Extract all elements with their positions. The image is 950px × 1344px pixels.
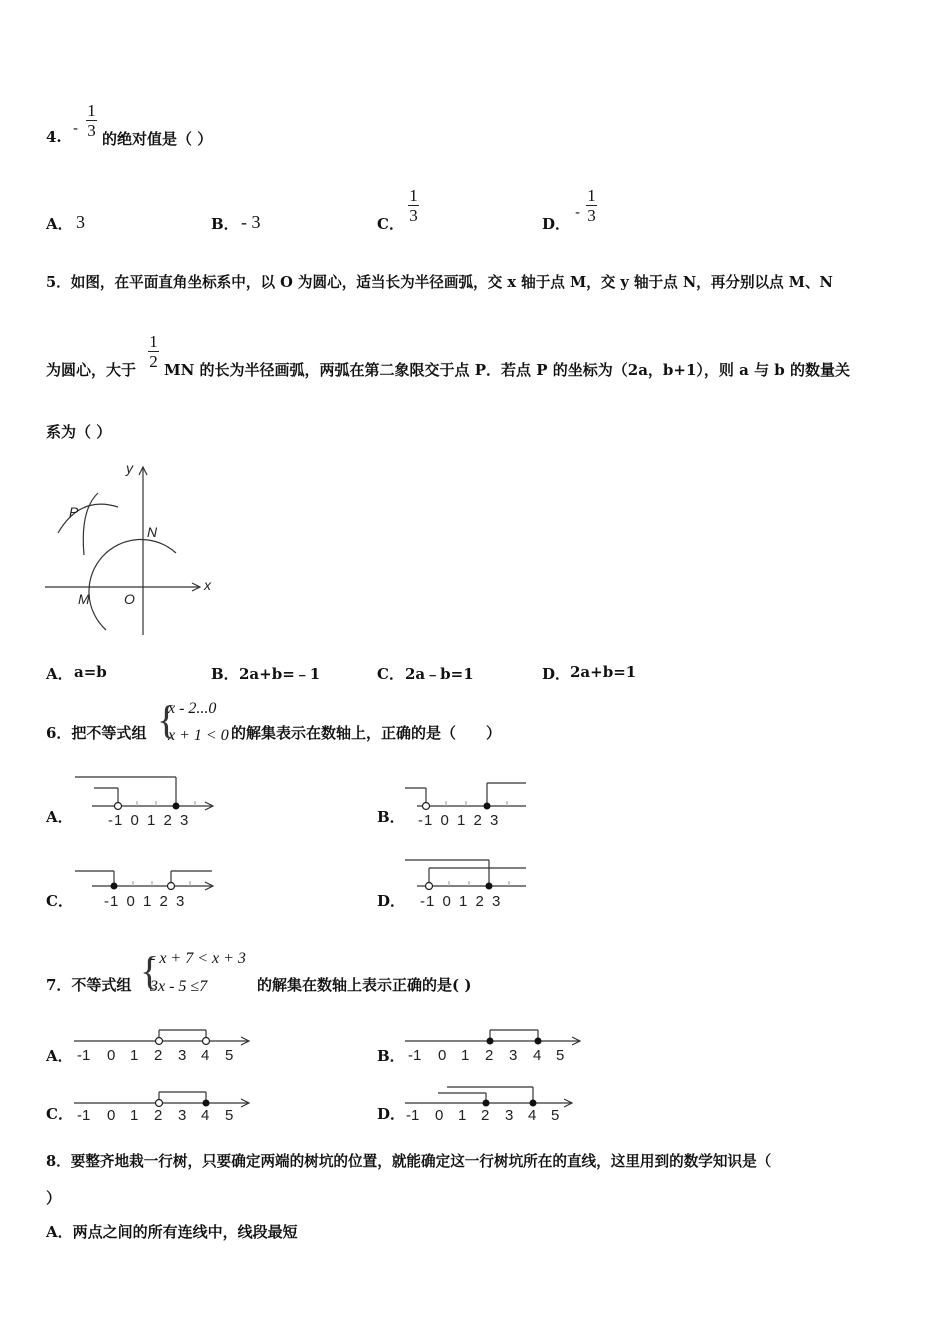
q4-option-d-label[interactable]: D． (542, 215, 571, 233)
q7-b-tick-0: 0 (438, 1047, 447, 1064)
q4-option-c-fraction (408, 186, 419, 225)
q6-option-a-label[interactable]: A． (46, 808, 73, 826)
q6-option-d-number-line (402, 855, 532, 915)
label-m: M (78, 591, 90, 607)
q7-b-tick-3: 3 (509, 1047, 518, 1064)
q7-a-tick-1: 1 (130, 1047, 139, 1064)
q6-option-b-label[interactable]: B． (377, 808, 405, 826)
q4-option-d-sign: - (575, 203, 581, 221)
q5-option-d-text: 2a+b=1 (570, 663, 637, 681)
q7-a-tick-4: 4 (201, 1047, 210, 1064)
q6-option-d-label[interactable]: D． (377, 892, 406, 910)
q8-line2: ） (46, 1189, 62, 1207)
q4-option-c-label[interactable]: C． (377, 215, 404, 233)
q7-c-tick-3: 3 (178, 1107, 187, 1124)
q4-fraction (86, 101, 97, 140)
q7-b-tick-4: 4 (533, 1047, 542, 1064)
q5-coordinate-figure (40, 455, 220, 640)
q7-d-tick-5: 5 (551, 1107, 560, 1124)
q7-system-line1: - x + 7 < x + 3 (150, 950, 246, 967)
q4-frac-den: 3 (87, 121, 96, 140)
q7-c-tick-neg1: -1 (77, 1107, 91, 1124)
q7-b-tick-5: 5 (556, 1047, 565, 1064)
q7-d-tick-2: 2 (481, 1107, 490, 1124)
q5-fraction (148, 332, 159, 371)
q7-c-tick-1: 1 (130, 1107, 139, 1124)
label-x: x (204, 577, 211, 593)
q8-line1: 8．要整齐地栽一行树，只要确定两端的树坑的位置，就能确定这一行树坑所在的直线，这里用到的数学知识是（ (46, 1153, 772, 1170)
q7-b-tick-2: 2 (485, 1047, 494, 1064)
q8-option-a[interactable]: A．两点之间的所有连线中，线段最短 (46, 1223, 298, 1241)
label-o: O (124, 591, 135, 607)
q5-line3: 系为（ ） (46, 423, 112, 441)
q5-line1: 5．如图，在平面直角坐标系中，以 O 为圆心，适当长为半径画弧，交 x 轴于点 M，交 y 轴于点 N，再分别以点 M、N (46, 274, 833, 291)
q7-c-tick-2: 2 (154, 1107, 163, 1124)
q4-option-c-den: 3 (409, 206, 418, 225)
q7-system-line2: 3x - 5 ≤7 (150, 978, 208, 995)
q7-option-a-number-line (70, 1022, 255, 1064)
q5-line2-prefix: 为圆心，大于 (46, 361, 137, 379)
q6-option-c-label[interactable]: C． (46, 892, 73, 910)
q5-option-c-label[interactable]: C． (377, 665, 404, 683)
q7-option-b-number-line (401, 1022, 586, 1064)
q4-option-c-num: 1 (409, 186, 418, 205)
q6-a-tick-labels: -1 0 1 2 3 (108, 812, 190, 829)
q5-option-b-text: 2a+b=﹣1 (239, 665, 321, 683)
q7-option-d-label[interactable]: D． (377, 1105, 406, 1123)
q7-c-tick-4: 4 (201, 1107, 210, 1124)
q7-d-tick-1: 1 (458, 1107, 467, 1124)
q7-d-tick-4: 4 (528, 1107, 537, 1124)
q4-stem: 的绝对值是（ ） (102, 130, 213, 148)
q7-a-tick-5: 5 (225, 1047, 234, 1064)
q7-prefix: 7．不等式组 (46, 976, 132, 994)
q7-d-tick-3: 3 (505, 1107, 514, 1124)
q5-option-a-label[interactable]: A． (46, 665, 73, 683)
q7-option-a-label[interactable]: A． (46, 1047, 73, 1065)
q7-a-tick-3: 3 (178, 1047, 187, 1064)
arc-m-n (89, 539, 176, 630)
q4-option-b-value: - 3 (241, 212, 261, 232)
q7-b-tick-neg1: -1 (408, 1047, 422, 1064)
label-y: y (126, 460, 133, 476)
q7-c-tick-0: 0 (107, 1107, 116, 1124)
q7-option-b-label[interactable]: B． (377, 1047, 405, 1065)
q4-frac-sign: - (73, 119, 79, 137)
q4-option-b-label[interactable]: B． (211, 215, 239, 233)
q6-option-a-number-line (72, 772, 217, 830)
q4-number: 4. (46, 128, 62, 146)
q6-option-b-number-line (402, 772, 532, 830)
q5-option-c-text: 2a﹣b=1 (405, 665, 474, 683)
q6-b-tick-labels: -1 0 1 2 3 (418, 812, 500, 829)
q7-b-tick-1: 1 (461, 1047, 470, 1064)
q4-option-d-den: 3 (587, 206, 596, 225)
q4-option-d-num: 1 (587, 186, 596, 205)
q7-a-tick-neg1: -1 (77, 1047, 91, 1064)
q6-prefix: 6．把不等式组 (46, 724, 147, 742)
q7-suffix: 的解集在数轴上表示正确的是( ) (257, 976, 472, 994)
q7-a-tick-2: 2 (154, 1047, 163, 1064)
label-p: P (69, 504, 79, 520)
q6-option-c-number-line (72, 858, 217, 914)
q7-d-tick-neg1: -1 (406, 1107, 420, 1124)
q4-option-a-value: 3 (76, 212, 85, 232)
q5-frac-num: 1 (149, 332, 158, 351)
q4-frac-num: 1 (87, 101, 96, 120)
q5-option-a-text: a=b (74, 663, 107, 681)
q4-option-d-fraction (586, 186, 597, 225)
q6-system-line1: x - 2...0 (168, 700, 217, 717)
label-n: N (147, 524, 158, 540)
q7-a-tick-0: 0 (107, 1047, 116, 1064)
arc-from-n (83, 493, 98, 555)
q5-frac-den: 2 (149, 352, 158, 371)
q7-d-tick-0: 0 (435, 1107, 444, 1124)
q5-line2-suffix: MN 的长为半径画弧，两弧在第二象限交于点 P．若点 P 的坐标为（2a，b+1），则 a 与 b 的数量关 (164, 361, 851, 379)
q6-d-tick-labels: -1 0 1 2 3 (420, 893, 502, 910)
q6-system-line2: x + 1 < 0 (168, 727, 229, 744)
q6-c-tick-labels: -1 0 1 2 3 (104, 893, 186, 910)
q7-option-d-number-line (401, 1078, 586, 1124)
q7-option-c-number-line (70, 1082, 255, 1124)
q7-c-tick-5: 5 (225, 1107, 234, 1124)
q6-suffix: 的解集表示在数轴上，正确的是（ ） (231, 724, 502, 742)
q4-option-a-label[interactable]: A． (46, 215, 73, 233)
q5-option-d-label[interactable]: D． (542, 665, 571, 683)
q7-option-c-label[interactable]: C． (46, 1105, 73, 1123)
q5-option-b-label[interactable]: B． (211, 665, 239, 683)
